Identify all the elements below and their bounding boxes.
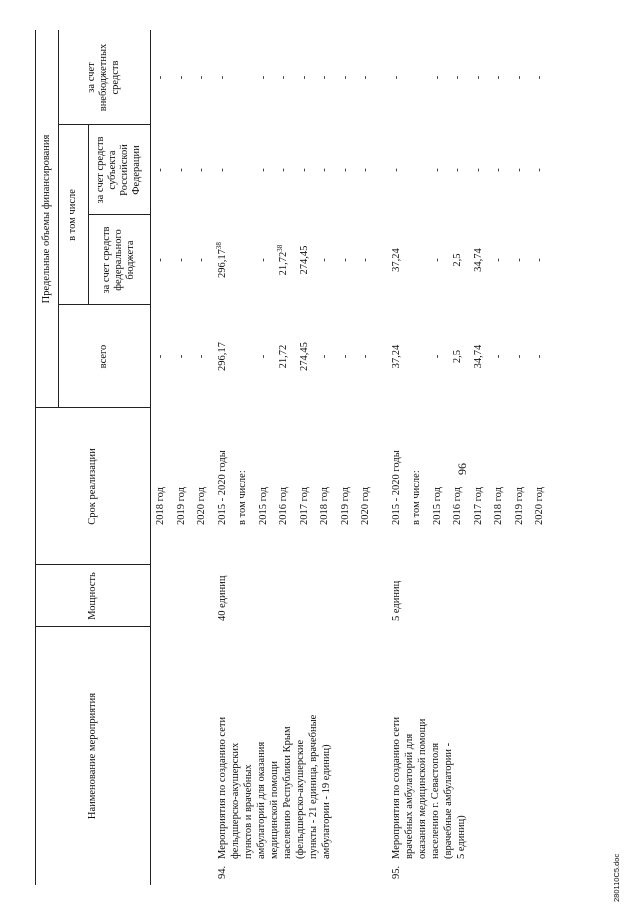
row-extrabudgetary bbox=[196, 30, 208, 125]
item-name-line-text: Мероприятия по созданию сети bbox=[390, 716, 402, 859]
row-period-text: 2015 год bbox=[257, 487, 269, 525]
row-period bbox=[155, 487, 167, 525]
row-federal-text: 296,17 bbox=[216, 249, 228, 278]
row-federal-text: 21,72 bbox=[278, 251, 289, 276]
row-extrabudgetary-text: - bbox=[257, 75, 269, 80]
row-period bbox=[493, 487, 505, 525]
row-total-text: 2,5 bbox=[452, 349, 463, 364]
item-name-line bbox=[308, 715, 320, 859]
row-period bbox=[360, 487, 372, 525]
row-extrabudgetary bbox=[278, 30, 290, 125]
row-total bbox=[432, 305, 444, 408]
row-period bbox=[514, 487, 526, 525]
row-total-text: - bbox=[339, 354, 351, 359]
row-federal bbox=[176, 215, 188, 305]
row-extrabudgetary bbox=[473, 30, 485, 125]
row-federal-text: - bbox=[360, 258, 371, 262]
row-period bbox=[452, 487, 464, 525]
row-extrabudgetary-text: - bbox=[513, 75, 525, 80]
row-federal-text: 37,24 bbox=[390, 248, 402, 272]
row-federal-text: - bbox=[534, 258, 545, 262]
row-extrabudgetary-text: - bbox=[452, 75, 463, 80]
item-name-line bbox=[321, 744, 333, 859]
row-federal-text: - bbox=[175, 258, 187, 262]
row-total bbox=[278, 305, 290, 408]
row-total bbox=[493, 305, 505, 408]
row-period bbox=[411, 470, 423, 525]
item-name-line-text: врачебных амбулаторий для bbox=[403, 733, 415, 859]
row-extrabudgetary bbox=[360, 30, 372, 125]
row-total-text: - bbox=[493, 354, 504, 359]
row-total bbox=[360, 305, 372, 408]
row-extrabudgetary bbox=[340, 30, 352, 125]
row-federal-text: - bbox=[431, 258, 443, 262]
row-regional-text: - bbox=[452, 168, 463, 172]
item-name-line-text: амбулатории - 19 единиц) bbox=[320, 744, 332, 859]
row-extrabudgetary bbox=[258, 30, 270, 125]
row-total-text: - bbox=[534, 354, 545, 359]
row-period bbox=[432, 487, 444, 525]
item-name-line-text: пункты - 21 единица, врачебные bbox=[307, 714, 319, 859]
row-regional bbox=[391, 125, 403, 215]
row-federal-text: - bbox=[155, 258, 166, 262]
row-period bbox=[278, 487, 290, 525]
row-regional bbox=[432, 125, 444, 215]
header-name: Наименование мероприятия bbox=[86, 692, 98, 820]
row-total-text: - bbox=[319, 354, 330, 359]
row-regional-text: - bbox=[175, 168, 187, 172]
row-period-text: 2018 год bbox=[319, 487, 330, 525]
document-code: 280110C5.doc bbox=[612, 853, 621, 902]
row-federal bbox=[214, 215, 229, 305]
row-extrabudgetary bbox=[432, 30, 444, 125]
row-period-text: 2015 - 2020 годы bbox=[390, 450, 402, 525]
row-regional-text: - bbox=[216, 168, 228, 172]
page-number: 96 bbox=[455, 463, 469, 475]
row-extrabudgetary-text: - bbox=[390, 75, 402, 80]
row-period-text: 2020 год bbox=[360, 487, 371, 525]
row-federal bbox=[514, 215, 526, 305]
row-federal-text: 2,5 bbox=[452, 253, 463, 267]
row-federal bbox=[473, 215, 485, 305]
item-name-line-text: Мероприятия по созданию сети bbox=[216, 716, 228, 859]
row-extrabudgetary-text: - bbox=[319, 75, 330, 80]
row-regional-text: - bbox=[390, 168, 402, 172]
row-extrabudgetary-text: - bbox=[155, 75, 166, 80]
item-name-line bbox=[417, 719, 429, 859]
row-federal bbox=[534, 215, 546, 305]
row-total-text: 296,17 bbox=[216, 342, 228, 371]
row-regional bbox=[360, 125, 372, 215]
row-extrabudgetary bbox=[299, 30, 311, 125]
row-period-text: 2016 год bbox=[278, 487, 289, 525]
item-number bbox=[217, 866, 229, 879]
row-period bbox=[534, 487, 546, 525]
row-regional bbox=[534, 125, 546, 215]
item-name-line bbox=[243, 764, 255, 859]
header-capacity: Мощность bbox=[86, 572, 98, 620]
item-capacity-text: 40 единиц bbox=[216, 575, 228, 621]
row-federal bbox=[319, 215, 331, 305]
row-period-text: 2018 год bbox=[155, 487, 166, 525]
row-federal-text: - bbox=[493, 258, 504, 262]
row-regional bbox=[493, 125, 505, 215]
row-total-text: 34,74 bbox=[472, 344, 484, 369]
row-federal bbox=[452, 215, 464, 305]
row-regional-text: - bbox=[257, 168, 269, 172]
header-including: в том числе bbox=[67, 189, 78, 241]
row-extrabudgetary-text: - bbox=[534, 75, 545, 80]
header-extrabudgetary: за счет внебюджетных средств bbox=[86, 43, 121, 112]
item-name-line-text: населению Республики Крым bbox=[281, 726, 293, 859]
row-period-text: 2017 год bbox=[298, 487, 310, 525]
row-federal bbox=[493, 215, 505, 305]
row-total bbox=[514, 305, 526, 408]
row-regional-text: - bbox=[298, 168, 310, 172]
item-name-line bbox=[391, 717, 403, 859]
row-total-text: - bbox=[175, 354, 187, 359]
row-regional-text: - bbox=[431, 168, 443, 172]
row-extrabudgetary bbox=[534, 30, 546, 125]
row-federal bbox=[432, 215, 444, 305]
row-period-text: 2017 год bbox=[472, 487, 484, 525]
item-number-text: 95. bbox=[390, 865, 402, 879]
row-period-text: 2018 год bbox=[493, 487, 504, 525]
row-extrabudgetary-text: - bbox=[216, 75, 228, 80]
row-federal bbox=[299, 215, 311, 305]
row-total-text: - bbox=[155, 354, 166, 359]
row-period-text: 2019 год bbox=[513, 487, 525, 525]
row-extrabudgetary bbox=[176, 30, 188, 125]
header-federal: за счет средств федерального бюджета bbox=[101, 226, 136, 294]
row-total bbox=[258, 305, 270, 408]
item-name-line-text: медицинской помощи bbox=[268, 761, 280, 859]
row-period bbox=[340, 487, 352, 525]
row-federal-text: - bbox=[196, 258, 207, 262]
row-extrabudgetary bbox=[217, 30, 229, 125]
item-name-line-text: фельдшерско-акушерских bbox=[229, 742, 241, 859]
row-extrabudgetary-text: - bbox=[493, 75, 504, 80]
row-period-text: 2019 год bbox=[175, 487, 187, 525]
row-total-text: 37,24 bbox=[390, 344, 402, 369]
row-extrabudgetary bbox=[514, 30, 526, 125]
row-total bbox=[340, 305, 352, 408]
item-name-line bbox=[404, 734, 416, 859]
item-name-line-text: 5 единиц) bbox=[455, 815, 467, 859]
row-period bbox=[196, 487, 208, 525]
header-regional: за счет средств субъекта Российской Федерации bbox=[95, 136, 142, 204]
row-regional bbox=[319, 125, 331, 215]
row-federal bbox=[360, 215, 372, 305]
row-total-text: - bbox=[257, 354, 269, 359]
item-name-line bbox=[230, 743, 242, 859]
row-extrabudgetary bbox=[452, 30, 464, 125]
item-name-line bbox=[256, 742, 268, 859]
item-name-line-text: пунктов и врачебных bbox=[242, 764, 254, 859]
row-total-text: - bbox=[360, 354, 371, 359]
row-federal bbox=[258, 215, 270, 305]
row-extrabudgetary-text: - bbox=[360, 75, 371, 80]
row-period bbox=[217, 450, 229, 525]
item-name-line bbox=[430, 743, 442, 859]
row-total bbox=[217, 305, 229, 408]
footnote-marker: 38 bbox=[276, 244, 284, 252]
row-regional bbox=[217, 125, 229, 215]
row-federal-text: 34,74 bbox=[472, 248, 484, 272]
row-regional-text: - bbox=[319, 168, 330, 172]
row-regional-text: - bbox=[534, 168, 545, 172]
row-regional bbox=[258, 125, 270, 215]
row-extrabudgetary-text: - bbox=[339, 75, 351, 80]
row-regional-text: - bbox=[513, 168, 525, 172]
row-total-text: 274,45 bbox=[298, 342, 310, 371]
header-total: всего bbox=[98, 344, 109, 369]
row-extrabudgetary bbox=[319, 30, 331, 125]
header-period: Срок реализации bbox=[86, 448, 98, 525]
item-number bbox=[391, 866, 403, 879]
row-regional bbox=[299, 125, 311, 215]
row-extrabudgetary bbox=[391, 30, 403, 125]
row-period bbox=[258, 487, 270, 525]
row-period bbox=[299, 487, 311, 525]
row-regional-text: - bbox=[360, 168, 371, 172]
row-federal bbox=[340, 215, 352, 305]
row-federal-text: 274,45 bbox=[298, 245, 310, 275]
row-period bbox=[237, 470, 249, 525]
row-extrabudgetary-text: - bbox=[298, 75, 310, 80]
row-period-text: 2016 год bbox=[452, 487, 463, 525]
row-total-text: - bbox=[196, 354, 207, 359]
row-regional-text: - bbox=[196, 168, 207, 172]
row-federal-text: - bbox=[257, 258, 269, 262]
row-federal bbox=[196, 215, 208, 305]
row-period-text: 2019 год bbox=[339, 487, 351, 525]
row-regional-text: - bbox=[493, 168, 504, 172]
row-regional bbox=[473, 125, 485, 215]
row-period-text: в том числе: bbox=[237, 470, 248, 525]
row-federal bbox=[155, 215, 167, 305]
row-total bbox=[452, 305, 464, 408]
item-name-line-text: амбулаторий для оказания bbox=[255, 741, 267, 859]
item-name-line-text: оказания медицинской помощи bbox=[416, 718, 428, 859]
row-total bbox=[176, 305, 188, 408]
row-total bbox=[473, 305, 485, 408]
item-number-text: 94. bbox=[216, 865, 228, 879]
row-regional-text: - bbox=[339, 168, 351, 172]
item-name-line bbox=[456, 815, 468, 859]
row-regional bbox=[176, 125, 188, 215]
row-period bbox=[391, 450, 403, 525]
row-regional bbox=[452, 125, 464, 215]
item-name-line bbox=[443, 743, 455, 859]
row-federal bbox=[278, 215, 290, 305]
row-period-text: 2020 год bbox=[196, 487, 207, 525]
row-extrabudgetary-text: - bbox=[431, 75, 443, 80]
row-total-text: - bbox=[513, 354, 525, 359]
item-capacity-text: 5 единиц bbox=[390, 580, 402, 621]
row-total-text: 21,72 bbox=[278, 344, 289, 369]
row-total-text: - bbox=[431, 354, 443, 359]
row-period-text: в том числе: bbox=[411, 470, 422, 525]
row-period-text: 2020 год bbox=[534, 487, 545, 525]
row-federal bbox=[391, 215, 403, 305]
header-bottom-rule bbox=[150, 30, 151, 885]
row-extrabudgetary-text: - bbox=[472, 75, 484, 80]
row-extrabudgetary-text: - bbox=[278, 75, 289, 80]
row-extrabudgetary bbox=[155, 30, 167, 125]
row-regional bbox=[155, 125, 167, 215]
row-total bbox=[155, 305, 167, 408]
row-regional bbox=[196, 125, 208, 215]
item-name-line-text: (врачебные амбулатории - bbox=[442, 742, 454, 859]
item-capacity bbox=[391, 581, 403, 621]
row-regional-text: - bbox=[472, 168, 484, 172]
row-period bbox=[176, 487, 188, 525]
row-extrabudgetary-text: - bbox=[175, 75, 187, 80]
footnote-marker: 38 bbox=[214, 242, 223, 250]
row-extrabudgetary bbox=[493, 30, 505, 125]
row-total bbox=[299, 305, 311, 408]
row-regional-text: - bbox=[155, 168, 166, 172]
row-regional-text: - bbox=[278, 168, 289, 172]
row-total bbox=[534, 305, 546, 408]
row-regional bbox=[514, 125, 526, 215]
item-name-line bbox=[217, 717, 229, 859]
row-period bbox=[473, 487, 485, 525]
row-extrabudgetary-text: - bbox=[196, 75, 207, 80]
row-total bbox=[391, 305, 403, 408]
item-name-line-text: (фельдшерско-акушерские bbox=[294, 739, 306, 859]
row-federal-text: - bbox=[319, 258, 330, 262]
row-federal-text: - bbox=[513, 258, 525, 262]
item-name-line bbox=[269, 761, 281, 859]
row-period-text: 2015 - 2020 годы bbox=[216, 450, 228, 525]
row-regional bbox=[340, 125, 352, 215]
row-total bbox=[319, 305, 331, 408]
item-capacity bbox=[217, 576, 229, 621]
header-financing-limits: Предельные объемы финансирования bbox=[40, 134, 52, 304]
row-period-text: 2015 год bbox=[431, 487, 443, 525]
row-period bbox=[319, 487, 331, 525]
item-name-line bbox=[295, 740, 307, 859]
row-regional bbox=[278, 125, 290, 215]
row-total bbox=[196, 305, 208, 408]
row-federal-text: - bbox=[339, 258, 351, 262]
item-name-line bbox=[282, 726, 294, 859]
item-name-line-text: населению г. Севастополя bbox=[429, 742, 441, 859]
